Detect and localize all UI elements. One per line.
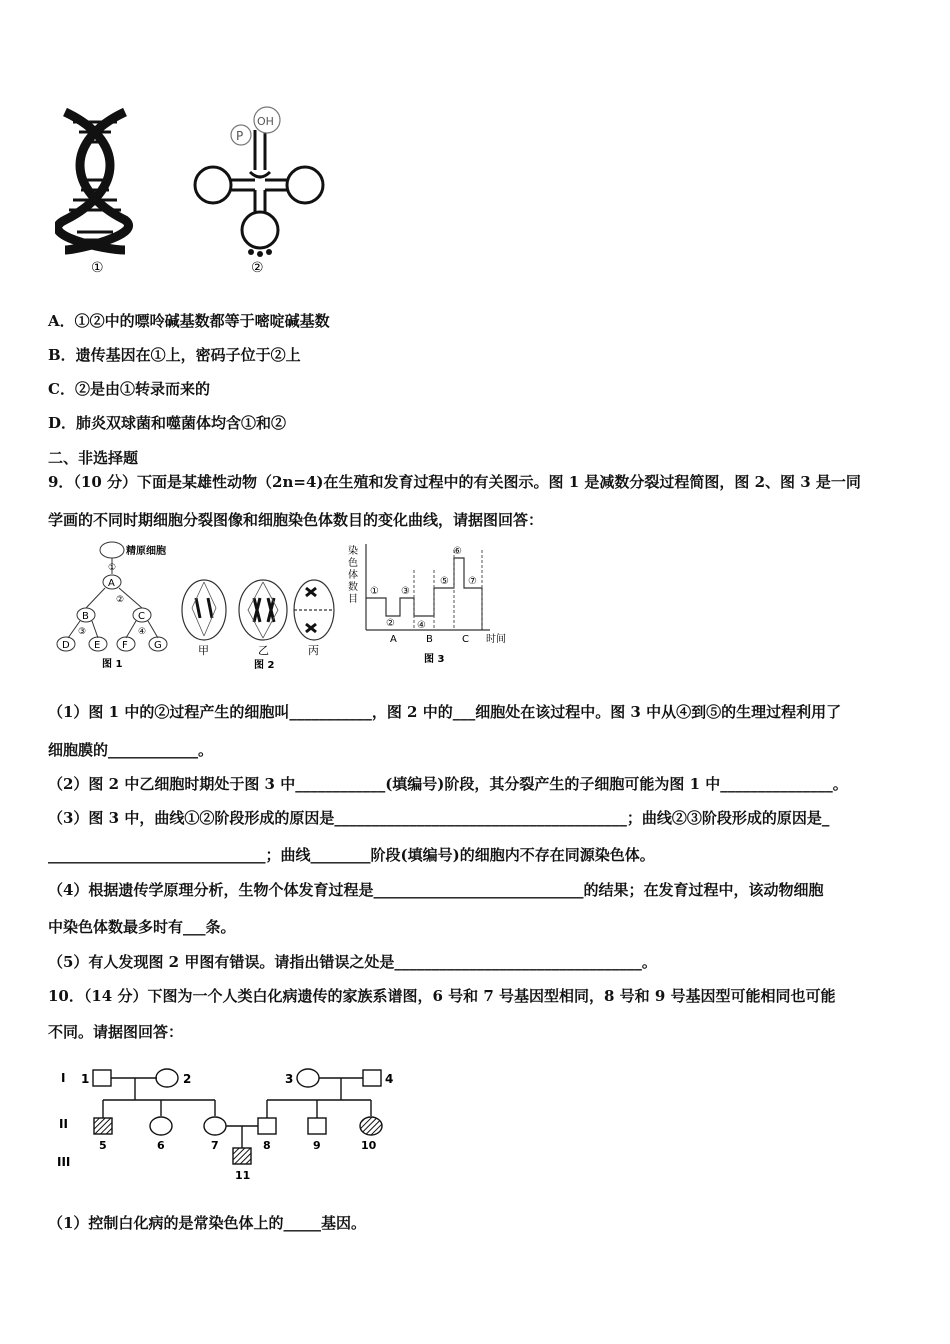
- fig3-mark-2: ②: [386, 618, 395, 629]
- anticodon-dots: [248, 249, 272, 257]
- fig1-step-4: ④: [138, 627, 147, 637]
- q9-sub4-b: 中染色体数最多时有___条。: [48, 918, 236, 936]
- nucleic-acid-figure: [55, 100, 355, 280]
- trna-p-label: P: [236, 129, 244, 143]
- q9-figure-1: [50, 540, 180, 675]
- fig1-node-a: A: [108, 578, 115, 589]
- fig3-mark-5: ⑤: [440, 576, 449, 587]
- q9-sub1-a: （1）图 1 中的②过程产生的细胞叫___________，图 2 中的___细胞处在该过程中。图 3 中从④到⑤的生理过程利用了: [48, 703, 842, 721]
- generation-i: I: [61, 1071, 66, 1085]
- q9-sub1-b: 细胞膜的____________。: [48, 741, 214, 759]
- fig3-ylabel-5: 目: [348, 594, 358, 605]
- trna-cloverleaf: [195, 130, 323, 248]
- id-7: 7: [211, 1139, 219, 1152]
- fig3-mark-6: ⑥: [453, 546, 462, 557]
- fig1-node-d: D: [62, 640, 70, 651]
- fig3-ylabel-3: 体: [348, 570, 358, 581]
- fig3-mark-1: ①: [370, 586, 379, 597]
- fig3-mark-7: ⑦: [468, 576, 477, 587]
- q9-head-2: 学画的不同时期细胞分裂图像和细胞染色体数目的变化曲线，请据图回答：: [48, 511, 544, 529]
- fig3-xlabel: 时间: [486, 634, 506, 645]
- fig2-cell-bing: 丙: [308, 644, 319, 657]
- section-title: 二、非选择题: [48, 449, 139, 467]
- id-10: 10: [361, 1139, 377, 1152]
- fig1-title: 精原细胞: [126, 546, 166, 557]
- fig1-node-c: C: [138, 611, 145, 622]
- fig2-cell-yi: 乙: [258, 644, 269, 657]
- fig3-ylabel-2: 色: [348, 558, 358, 569]
- fig1-step-1: ①: [108, 563, 117, 573]
- q10-head: 10．（14 分）下图为一个人类白化病遗传的家族系谱图，6 号和 7 号基因型相同，8 号和 9 号基因型可能相同也可能: [48, 987, 836, 1005]
- trna-oh-label: OH: [257, 115, 274, 128]
- id-3: 3: [285, 1072, 294, 1086]
- q10-head-2: 不同。请据图回答：: [48, 1023, 184, 1041]
- q9-sub3-b: _____________________________；曲线________阶段(填编号)的细胞内不存在同源染色体。: [48, 846, 655, 864]
- fig1-node-b: B: [82, 611, 89, 622]
- q9-sub3-a: （3）图 3 中，曲线①②阶段形成的原因是_______________________________________；曲线②③阶段形成的原因是_: [48, 809, 830, 827]
- option-a: A．①②中的嘌呤碱基数都等于嘧啶碱基数: [48, 312, 330, 330]
- fig1-node-f: F: [122, 640, 128, 651]
- q9-sub5: （5）有人发现图 2 甲图有错误。请指出错误之处是_________________________________。: [48, 953, 657, 971]
- q9-figure-2: [178, 570, 338, 675]
- fig1-step-2: ②: [116, 595, 125, 605]
- trna-label: ②: [251, 260, 264, 276]
- dna-helix: [58, 112, 129, 250]
- fig3-mark-3: ③: [401, 586, 410, 597]
- fig1-step-3: ③: [78, 627, 87, 637]
- fig3-mark-4: ④: [417, 620, 426, 631]
- id-5: 5: [99, 1139, 107, 1152]
- fig3-stage-c: C: [462, 634, 469, 645]
- individual-10-affected: [360, 1117, 382, 1135]
- q9-head: 9．（10 分）下面是某雄性动物（2n=4)在生殖和发育过程中的有关图示。图 1 是减数分裂过程简图，图 2、图 3 是一同: [48, 473, 861, 491]
- fig3-stage-b: B: [426, 634, 433, 645]
- generation-iii: III: [57, 1155, 71, 1169]
- id-9: 9: [313, 1139, 321, 1152]
- id-6: 6: [157, 1139, 165, 1152]
- option-b: B．遗传基因在①上，密码子位于②上: [48, 346, 301, 364]
- pedigree-chart: [55, 1060, 415, 1185]
- fig1-caption: 图 1: [102, 659, 123, 670]
- id-2: 2: [183, 1072, 192, 1086]
- fig3-stage-a: A: [390, 634, 397, 645]
- q9-figure-3: [340, 540, 520, 670]
- id-11: 11: [235, 1169, 251, 1182]
- individual-11-affected: [233, 1148, 251, 1164]
- option-c: C．②是由①转录而来的: [48, 380, 210, 398]
- fig2-caption: 图 2: [254, 660, 275, 671]
- q9-sub2: （2）图 2 中乙细胞时期处于图 3 中____________(填编号)阶段，其分裂产生的子细胞可能为图 1 中_______________。: [48, 775, 848, 793]
- q10-sub1: （1）控制白化病的是常染色体上的_____基因。: [48, 1214, 366, 1232]
- fig3-ylabel-1: 染: [348, 546, 358, 557]
- fig3-caption: 图 3: [424, 654, 445, 665]
- id-4: 4: [385, 1072, 394, 1086]
- fig3-ylabel-4: 数: [348, 582, 358, 593]
- dna-label: ①: [91, 260, 104, 276]
- individual-5-affected: [94, 1118, 112, 1134]
- q9-sub4-a: （4）根据遗传学原理分析，生物个体发育过程是____________________________的结果；在发育过程中，该动物细胞: [48, 881, 824, 899]
- id-1: 1: [81, 1072, 90, 1086]
- fig1-node-e: E: [94, 640, 101, 651]
- fig1-node-g: G: [154, 640, 162, 651]
- option-d: D．肺炎双球菌和噬菌体均含①和②: [48, 414, 287, 432]
- generation-ii: II: [59, 1117, 68, 1131]
- id-8: 8: [263, 1139, 271, 1152]
- fig2-cell-jia: 甲: [198, 644, 209, 657]
